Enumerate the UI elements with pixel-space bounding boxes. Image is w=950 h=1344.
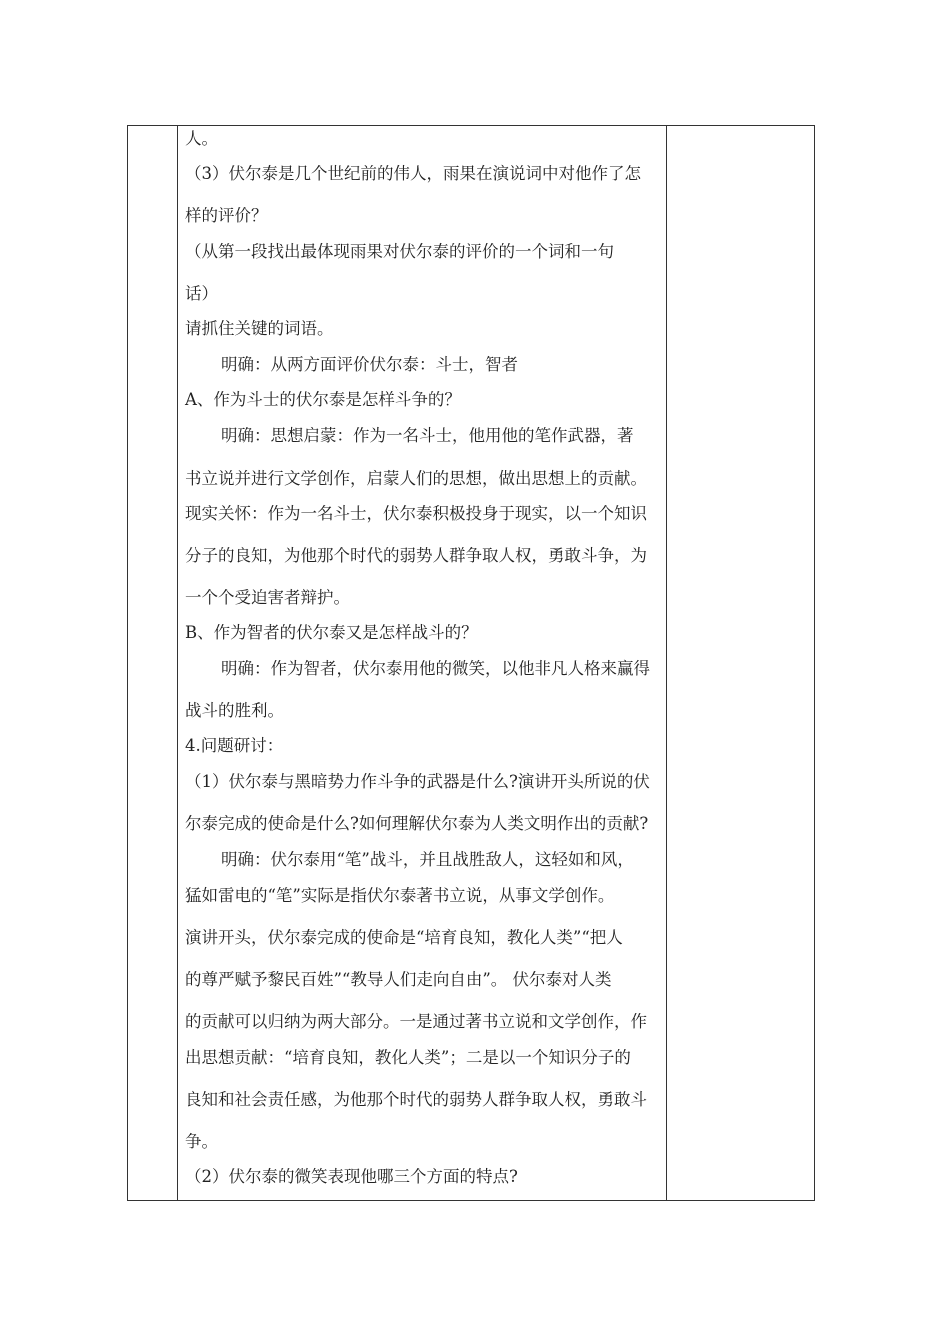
text-line: 尔泰完成的使命是什么?如何理解伏尔泰为人类文明作出的贡献? <box>185 814 649 833</box>
text-line: 话） <box>185 284 218 303</box>
lesson-table <box>127 125 815 1201</box>
text-line: A、作为斗士的伏尔泰是怎样斗争的？ <box>185 390 461 409</box>
text-line: 4.问题研讨： <box>185 736 284 755</box>
text-line: 书立说并进行文学创作，启蒙人们的思想，做出思想上的贡献。 <box>185 469 647 488</box>
text-line: （从第一段找出最体现雨果对伏尔泰的评价的一个词和一句 <box>185 242 614 261</box>
text-line: 请抓住关键的词语。 <box>185 319 334 338</box>
left-column <box>128 126 178 1200</box>
text-line: 一个个受迫害者辩护。 <box>185 588 350 607</box>
text-line: 人。 <box>185 129 218 148</box>
text-line: 猛如雷电的“笔”实际是指伏尔泰著书立说，从事文学创作。 <box>185 886 615 905</box>
text-line: 演讲开头，伏尔泰完成的使命是“培育良知，教化人类”“把人 <box>185 928 623 947</box>
text-line: 现实关怀：作为一名斗士，伏尔泰积极投身于现实，以一个知识 <box>185 504 647 523</box>
notes-column <box>667 126 814 1200</box>
text-line: （1）伏尔泰与黑暗势力作斗争的武器是什么?演讲开头所说的伏 <box>185 772 650 791</box>
text-line: 战斗的胜利。 <box>185 701 284 720</box>
text-line: 良知和社会责任感，为他那个时代的弱势人群争取人权，勇敢斗 <box>185 1090 647 1109</box>
text-line: 明确：作为智者，伏尔泰用他的微笑，以他非凡人格来赢得 <box>221 659 650 678</box>
text-line: （2）伏尔泰的微笑表现他哪三个方面的特点? <box>185 1167 518 1186</box>
text-line: 争。 <box>185 1132 218 1151</box>
text-line: B、作为智者的伏尔泰又是怎样战斗的？ <box>185 623 478 642</box>
content-column <box>178 126 667 1200</box>
text-line: 出思想贡献：“培育良知，教化人类”；二是以一个知识分子的 <box>185 1048 631 1067</box>
text-line: 的贡献可以归纳为两大部分。一是通过著书立说和文学创作，作 <box>185 1012 647 1031</box>
text-line: 明确：从两方面评价伏尔泰：斗士，智者 <box>221 355 518 374</box>
text-line: 的尊严赋予黎民百姓”“教导人们走向自由”。 伏尔泰对人类 <box>185 970 612 989</box>
text-line: 分子的良知，为他那个时代的弱势人群争取人权，勇敢斗争，为 <box>185 546 647 565</box>
text-line: （3）伏尔泰是几个世纪前的伟人，雨果在演说词中对他作了怎 <box>185 164 641 183</box>
text-line: 明确：思想启蒙：作为一名斗士，他用他的笔作武器，著 <box>221 426 634 445</box>
text-line: 明确：伏尔泰用“笔”战斗，并且战胜敌人，这轻如和风， <box>221 850 634 869</box>
text-line: 样的评价？ <box>185 206 268 225</box>
